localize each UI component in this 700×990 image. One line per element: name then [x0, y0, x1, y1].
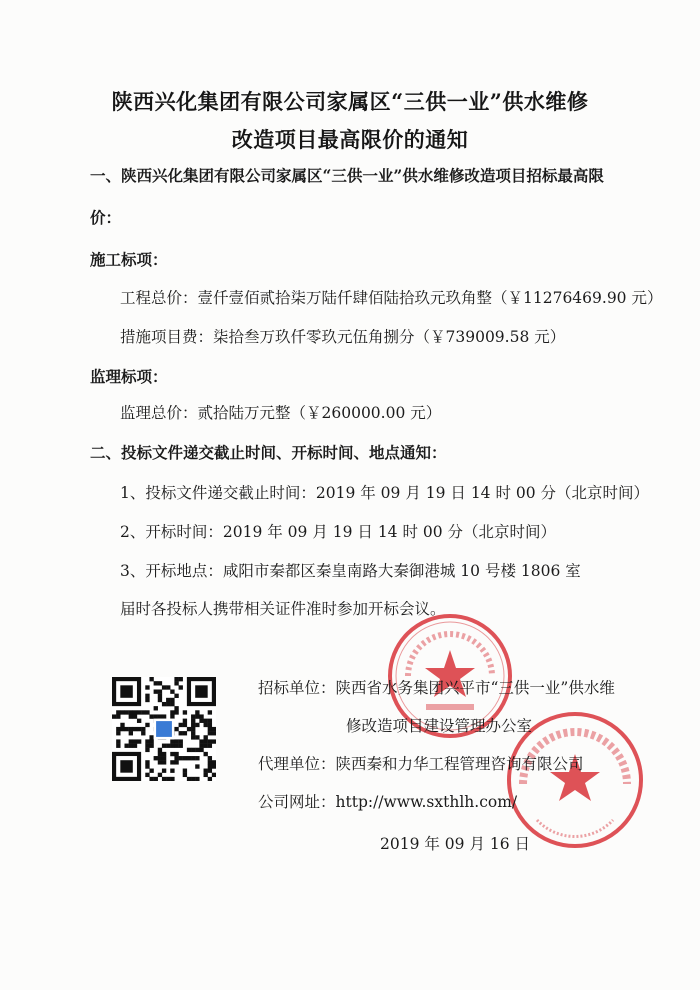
tenderer-line2: 修改造项目建设管理办公室 — [346, 717, 533, 735]
section2-heading: 二、投标文件递交截止时间、开标时间、地点通知： — [90, 443, 447, 462]
agent-line: 代理单位：陕西秦和力华工程管理咨询有限公司 — [258, 755, 584, 773]
document-title-line1: 陕西兴化集团有限公司家属区“三供一业”供水维修 — [111, 89, 589, 114]
supervision-total: 监理总价：贰拾陆万元整（￥260000.00 元） — [120, 404, 442, 422]
section2-item-2: 2、开标时间：2019 年 09 月 19 日 14 时 00 分（北京时间） — [120, 523, 557, 541]
tenderer-line1: 招标单位：陕西省水务集团兴平市“三供一业”供水维 — [258, 679, 615, 697]
construction-measures: 措施项目费：柒拾叁万玖仟零玖元伍角捌分（￥739009.58 元） — [120, 328, 566, 346]
section2-item-1: 1、投标文件递交截止时间：2019 年 09 月 19 日 14 时 00 分（北京时间） — [120, 484, 650, 502]
section2-item-3: 3、开标地点：咸阳市秦都区秦皇南路大秦御港城 10 号楼 1806 室 — [120, 562, 581, 580]
section1-heading-line2: 价： — [90, 208, 122, 227]
document-title-line2: 改造项目最高限价的通知 — [231, 127, 469, 152]
section2-note: 届时各投标人携带相关证件准时参加开标会议。 — [120, 600, 446, 618]
qr-code — [112, 677, 216, 781]
website-line: 公司网址：http://www.sxthlh.com/ — [258, 793, 518, 811]
construction-total: 工程总价：壹仟壹佰贰拾柒万陆仟肆佰陆拾玖元玖角整（￥11276469.90 元） — [120, 289, 663, 307]
supervision-label: 监理标项： — [90, 367, 168, 386]
construction-label: 施工标项： — [90, 250, 168, 269]
section1-heading-line1: 一、陕西兴化集团有限公司家属区“三供一业”供水维修改造项目招标最高限 — [90, 166, 604, 185]
document-date: 2019 年 09 月 16 日 — [380, 835, 531, 853]
